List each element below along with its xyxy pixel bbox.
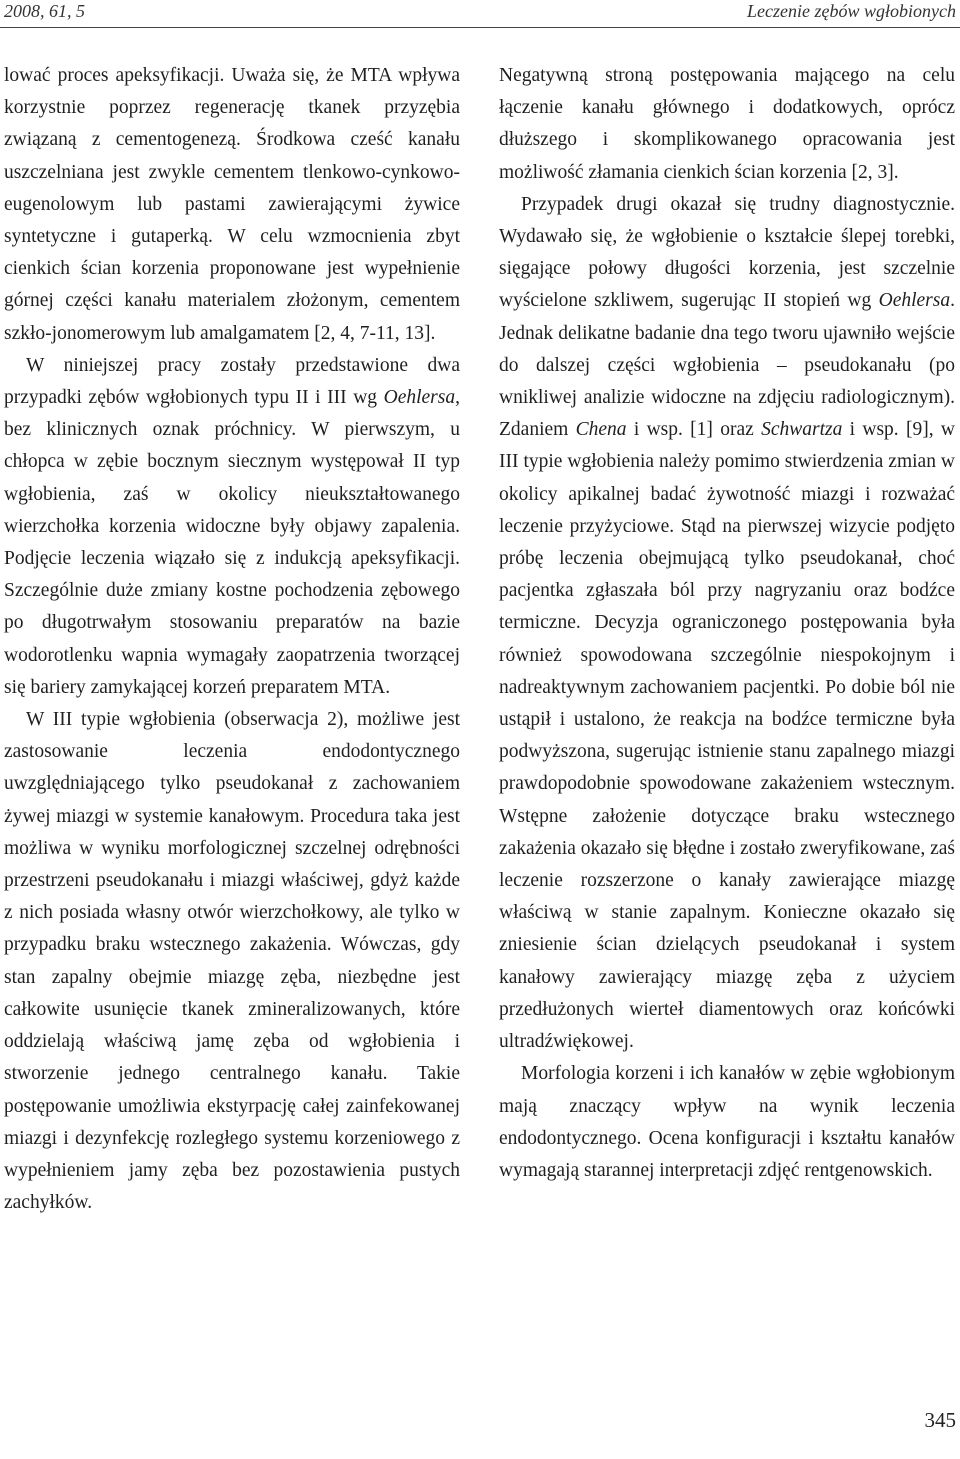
right-paragraph-1: Negatywną stroną postępowania mającego na celu łączenie kanału głównego i dodatkowych, oprócz dłuższego i skomplikowanego opracowania jest możliwość złamania cienkich ścian korzenia [2, 3]. [499, 65, 955, 183]
left-paragraph-2: W niniejszej pracy zostały przedstawione dwa przypadki zębów wgłobionych typu II i III wg Oehlersa, bez klinicznych oznak próchnicy. W pierwszym, u chłopca w zębie bocznym siecznym występował II typ wgłobienia, zaś w okolicy nieukształtowanego wierzchołka korzenia widoczne były objawy zapalenia. Podjęcie leczenia wiązało się z indukcją apeksyfikacji. Szczególnie duże zmiany kostne pochodzenia zębowego po długotrwałym stosowaniu preparatów na bazie wodorotlenku wapnia wymagały zaopatrzenia tworzącej się bariery zamykającej korzeń preparatem MTA. [4, 354, 460, 698]
author-name: Chena [575, 419, 627, 441]
author-name: Schwartza [761, 419, 843, 441]
right-paragraph-2: Przypadek drugi okazał się trudny diagnostycznie. Wydawało się, że wgłobienie o kształcie ślepej torebki, sięgające połowy długości korzenia, jest szczelnie wyścielone szkliwem, sugerując II stopień wg Oehlersa. Jednak delikatne badanie dna tego tworu ujawniło wejście do dalszej części wgłobienia – pseudokanału (po wnikliwej analizie widoczne na zdjęciu radiologicznym). Zdaniem Chena i wsp. [1] oraz Schwartza i wsp. [9], w III typie wgłobienia należy pomimo stwierdzenia zmian w okolicy apikalnej badać żywotność miazgi i rozważać leczenie przyżyciowe. Stąd na pierwszej wizycie podjęto próbę leczenia obejmującą tylko pseudokanał, choć pacjentka zgłaszała ból przy nagryzaniu oraz bodźce termiczne. Decyzja ograniczonego postępowania była również spowodowana szczególnie niespokojnym i nadreaktywnym zachowaniem pacjentki. Po dobie ból nie ustąpił i ustalono, że reakcja na bodźce termiczne była podwyższona, sugerując istnienie stanu zapalnego miazgi prawdopodobnie spowodowane zakażeniem wstecznym. Wstępne założenie dotyczące braku wstecznego zakażenia okazało się błędne i zostało zweryfikowane, zaś leczenie rozszerzone o kanały zawierające miazgę właściwą w stanie zapalnym. Konieczne okazało się zniesienie ścian dzielących pseudokanał i system kanałowy zawierający miazgę zęba z użyciem przedłużonych wierteł diamentowych oraz końcówki ultradźwiękowej. [499, 193, 955, 1053]
running-title: Leczenie zębów wgłobionych [747, 1, 956, 21]
running-header [0, 0, 960, 26]
author-name: Oehlersa [878, 290, 951, 312]
page-number: 345 [924, 1408, 956, 1432]
journal-citation: 2008, 61, 5 [4, 1, 85, 21]
right-column [499, 60, 955, 1187]
header-rule [0, 27, 960, 28]
left-paragraph-3: W III typie wgłobienia (obserwacja 2), możliwe jest zastosowanie leczenia endodontycznego uwzględniającego tylko pseudokanał z zachowaniem żywej miazgi w systemie kanałowym. Procedura taka jest możliwa w wyniku morfologicznej szczelnej odrębności przestrzeni pseudokanału i miazgi właściwej, gdyż każde z nich posiada własny otwór wierzchołkowy, ale tylko w przypadku braku wstecznego zakażenia. Wówczas, gdy stan zapalny obejmie miazgę zęba, niezbędne jest całkowite usunięcie tkanek zmineralizowanych, które oddzielają właściwą jamę zęba od wgłobienia i stworzenie jednego centralnego kanału. Takie postępowanie umożliwia ekstyrpację całej zainfekowanej miazgi i dezynfekcję rozległego systemu korzeniowego z wypełnieniem jamy zęba bez pozostawienia pustych zachyłków. [4, 709, 460, 1214]
right-paragraph-3: Morfologia korzeni i ich kanałów w zębie wgłobionym mają znaczący wpływ na wynik leczenia endodontycznego. Ocena konfiguracji i kształtu kanałów wymagają starannej interpretacji zdjęć rentgenowskich. [499, 1063, 955, 1181]
left-paragraph-1: lować proces apeksyfikacji. Uważa się, że MTA wpływa korzystnie poprzez regenerację tkanek przyzębia związaną z cementogenezą. Środkowa cześć kanału uszczelniana jest zwykle cementem tlenkowo-cynkowo-eugenolowym lub pastami zawierającymi żywice syntetyczne i gutaperką. W celu wzmocnienia zbyt cienkich ścian korzenia proponowane jest wypełnienie górnej części kanału materialem złożonym, cementem szkło-jonomerowym lub amalgamatem [2, 4, 7-11, 13]. [4, 65, 460, 344]
author-name: Oehlersa [383, 387, 456, 409]
left-column [4, 60, 460, 1219]
